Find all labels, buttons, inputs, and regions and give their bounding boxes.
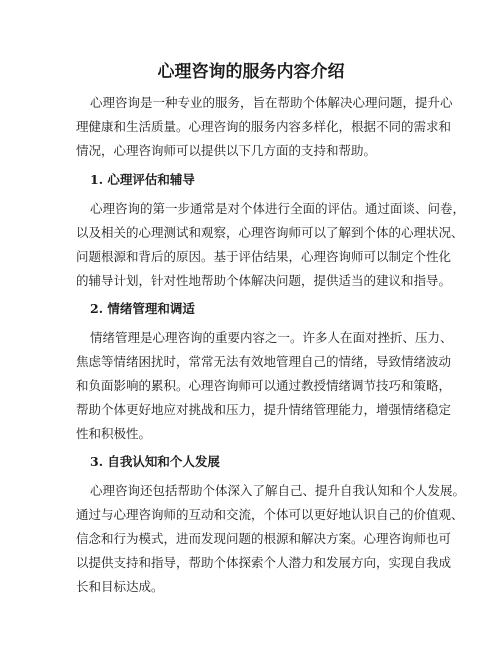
section-line: 情绪管理是心理咨询的重要内容之一。许多人在面对挫折、压力、: [90, 330, 453, 345]
section-line: 心理咨询的第一步通常是对个体进行全面的评估。通过面谈、问卷，: [90, 201, 466, 216]
document-title: 心理咨询的服务内容介绍: [157, 62, 345, 82]
section-line: 通过与心理咨询师的互动和交流，个体可以更好地认识自己的价值观、: [76, 507, 464, 522]
section-line: 长和目标达成。: [76, 579, 164, 594]
section-line: 以及相关的心理测试和观察，心理咨询师可以了解到个体的心理状况、: [76, 225, 464, 240]
section-line: 的辅导计划，针对性地帮助个体解决问题，提供适当的建议和指导。: [76, 273, 452, 288]
intro-line: 理健康和生活质量。心理咨询的服务内容多样化，根据不同的需求和: [76, 119, 452, 134]
section-line: 性和积极性。: [76, 426, 152, 441]
intro-line: 心理咨询是一种专业的服务，旨在帮助个体解决心理问题，提升心: [90, 95, 453, 110]
section-line: 焦虑等情绪困扰时，常常无法有效地管理自己的情绪，导致情绪波动: [76, 354, 452, 369]
intro-line: 情况，心理咨询师可以提供以下几方面的支持和帮助。: [76, 143, 377, 158]
section-line: 帮助个体更好地应对挑战和压力，提升情绪管理能力，增强情绪稳定: [76, 402, 452, 417]
section-line: 以提供支持和指导，帮助个体探索个人潜力和发展方向，实现自我成: [76, 555, 452, 570]
section-heading: 3. 自我认知和个人发展: [90, 454, 220, 469]
section-heading: 2. 情绪管理和调适: [90, 301, 195, 316]
section-heading: 1. 心理评估和辅导: [90, 172, 195, 187]
section-line: 问题根源和背后的原因。基于评估结果，心理咨询师可以制定个性化: [76, 249, 452, 264]
section-line: 信念和行为模式，进而发现问题的根源和解决方案。心理咨询师也可: [76, 531, 452, 546]
section-line: 心理咨询还包括帮助个体深入了解自己、提升自我认知和个人发展。: [90, 483, 466, 498]
section-line: 和负面影响的累积。心理咨询师可以通过教授情绪调节技巧和策略，: [76, 378, 452, 393]
